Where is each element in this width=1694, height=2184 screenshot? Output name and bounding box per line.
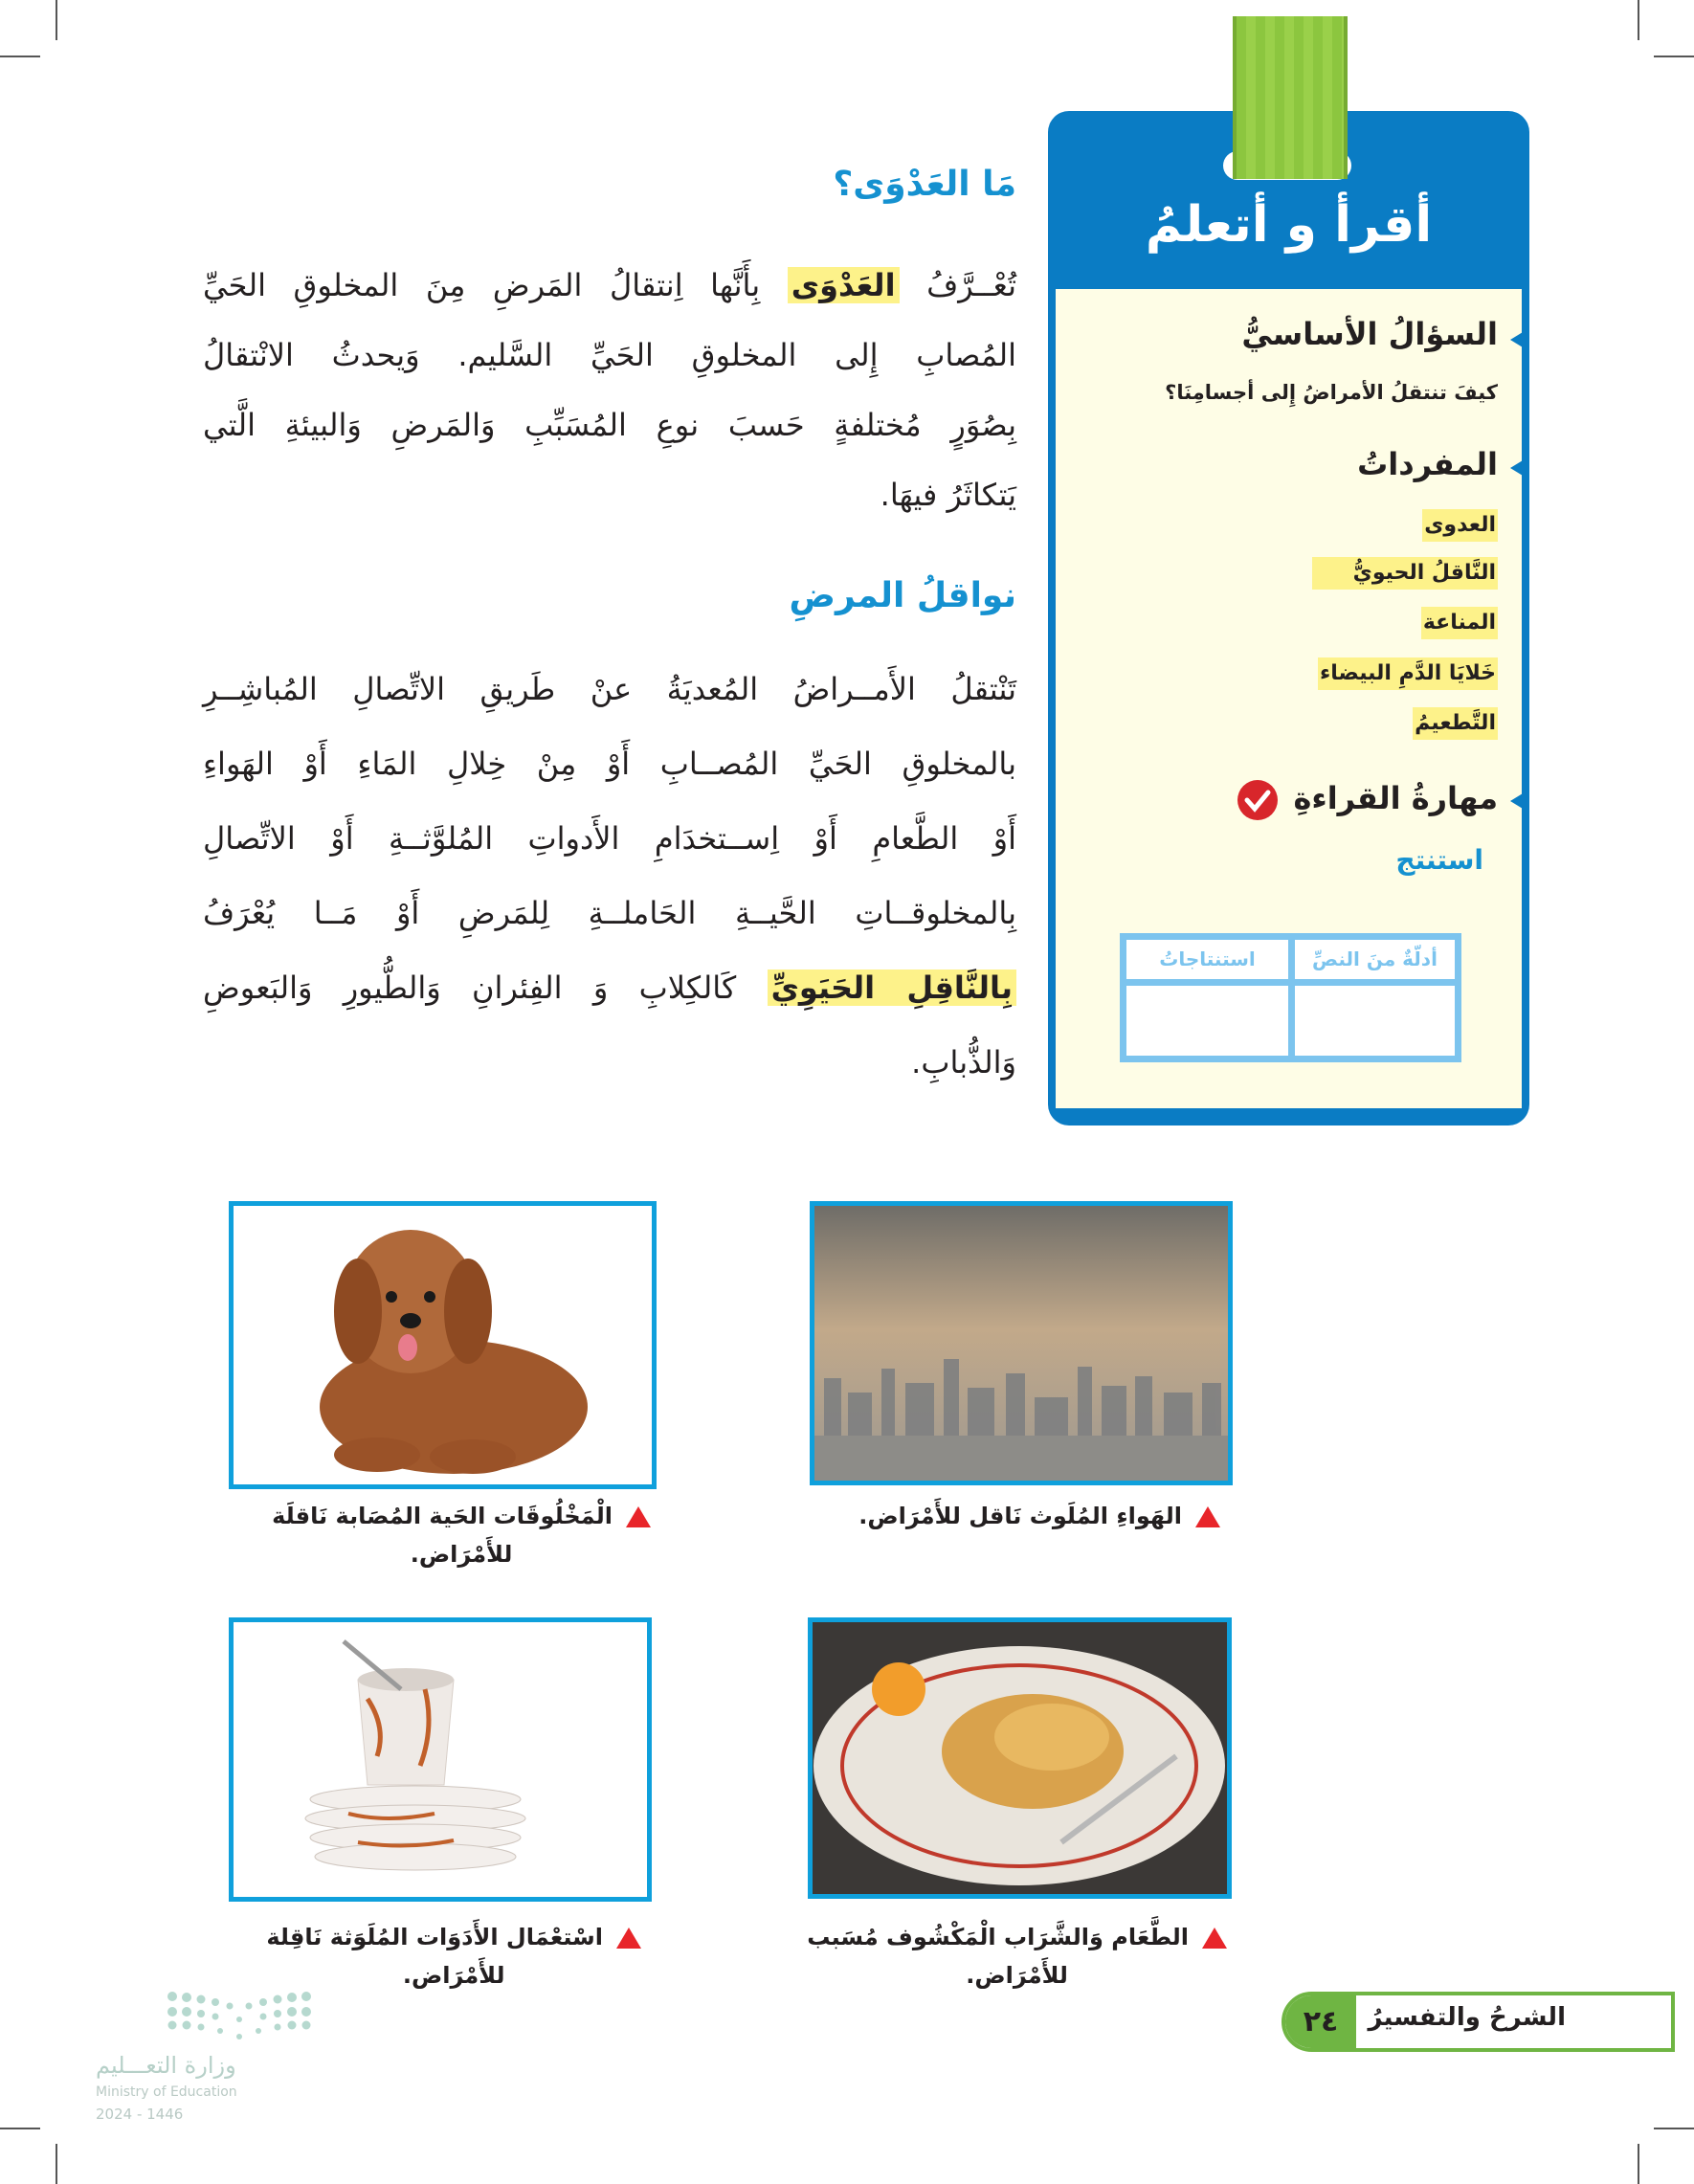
paragraph-line: بِالمخلوقــاتِ الحَّيــةِ الحَاملــةِ لِلمَرضِ أَوْ مَــا يُعْرَفُ — [203, 895, 1016, 931]
triangle-bullet-icon — [626, 1506, 651, 1527]
logo-year-text: 2024 - 1446 — [96, 2106, 184, 2123]
triangle-marker-icon — [1510, 457, 1527, 479]
dog-photo — [229, 1201, 657, 1489]
polluted-air-photo — [810, 1201, 1233, 1485]
caption-tools — [266, 1924, 641, 1989]
caption-text: اسْتعْمَال الأَدَوَات المُلَوَثة نَاقِلة — [266, 1924, 603, 1950]
essential-question: كيفَ تنتقلُ الأمراضُ إِلى أجسامِنَا؟ — [1165, 381, 1498, 404]
text-segment: بِأَنَّها اِنتقالُ المَرضِ مِنَ المخلوقِ الحَيِّ — [203, 267, 761, 303]
text-segment: تُعْــرَّفُ — [926, 267, 1017, 303]
text-segment: كَالكِلابِ وَ الفِئرانِ وَالطُّيورِ وَالبَعوضِ — [203, 969, 737, 1006]
logo-arabic-text: وزارة التعـــليم — [96, 2052, 236, 2079]
page-number: ٢٤ — [1285, 1995, 1362, 2048]
caption-text: الْمَخْلُوقَات الحَية المُصَابة نَاقلَة — [272, 1503, 613, 1529]
vocabulary-heading: المفرداتُ — [1357, 446, 1498, 482]
caption-text: للأَمْرَاض. — [402, 1962, 505, 1989]
triangle-marker-icon — [1510, 791, 1527, 812]
triangle-bullet-icon — [616, 1928, 641, 1949]
reading-skill-heading — [1237, 779, 1498, 821]
logo-dots-icon — [163, 1991, 316, 2048]
vocab-item: المناعة — [1421, 607, 1498, 639]
table-cell-evidence[interactable] — [1295, 986, 1455, 1056]
section-label: الشرحُ والتفسيرُ — [1368, 2003, 1566, 2032]
paragraph-line: بِصُوَرٍ مُختلفةٍ حَسبَ نوعِ المُسَبِّبِ وَالمَرضِ وَالبيئةِ الَّتي — [203, 407, 1016, 443]
paragraph-line: أَوْ الطَّعامِ أَوْ اِســتخدَامِ الأَدواتِ المُلوَّثــةِ أَوْ الاتِّصالِ — [203, 820, 1016, 857]
triangle-bullet-icon — [1202, 1928, 1227, 1949]
vocab-item: التَّطعيمُ — [1413, 707, 1498, 740]
dirty-dishes-photo — [229, 1617, 652, 1902]
caption-air — [858, 1503, 1220, 1529]
paragraph-line: يَتكاثَرُ فيهَا. — [880, 477, 1016, 513]
highlighted-term: العَدْوَى — [788, 267, 900, 303]
uncovered-food-photo — [808, 1617, 1232, 1899]
crop-mark — [0, 56, 40, 57]
caption-text: الطَّعَام وَالشَّرَاب الْمَكْشُوف مُسَبب — [807, 1924, 1189, 1950]
paragraph-line: تَنْتقلُ الأَمــراضُ المُعديَةُ عنْ طَريقِ الاتِّصالِ المُباشِــرِ — [203, 671, 1016, 707]
crop-mark — [56, 2144, 57, 2184]
section-title-infection: مَا العَدْوَى؟ — [833, 165, 1016, 204]
bookmark-ribbon — [1233, 16, 1348, 179]
section-title-disease-vectors: نواقلُ المرضِ — [789, 576, 1016, 615]
caption-text: للأَمْرَاض. — [410, 1541, 513, 1568]
logo-english-text: Ministry of Education — [96, 2084, 237, 2100]
table-header-evidence: أدلّةٌ منَ النصِّ — [1295, 940, 1455, 979]
triangle-marker-icon — [1510, 329, 1527, 350]
crop-mark — [1654, 56, 1694, 57]
paragraph-line — [203, 258, 1016, 312]
vocab-item: العدوى — [1422, 509, 1498, 542]
vocab-item: خَلايَا الدَّمِ البيضاء — [1318, 657, 1498, 690]
essential-question-heading: السؤالُ الأساسيُّ — [1241, 316, 1498, 352]
paragraph-line — [203, 961, 1016, 1014]
reading-skill-heading-text: مهارةُ القراءةِ — [1293, 780, 1498, 816]
ministry-logo — [163, 1991, 316, 2048]
crop-mark — [56, 0, 57, 40]
crop-mark — [0, 2128, 40, 2129]
crop-mark — [1638, 2144, 1639, 2184]
paragraph-line: المُصابِ إِلى المخلوقِ الحَيِّ السَّليم. وَيحدثُ الانْتقالُ — [203, 337, 1016, 373]
paragraph-line: وَالذُّبابِ. — [911, 1044, 1016, 1081]
reading-skill: استنتج — [1395, 844, 1483, 876]
table-cell-conclusions[interactable] — [1126, 986, 1288, 1056]
highlighted-term: بِالنَّاقِلِ الحَيَوِيِّ — [768, 969, 1016, 1006]
caption-text: للأَمْرَاض. — [966, 1962, 1068, 1989]
paragraph-line: بالمخلوقِ الحَيِّ المُصــابِ أَوْ مِنْ خِلالِ المَاءِ أَوْ الهَواءِ — [203, 746, 1016, 782]
vocab-item: النَّاقلُ الحيويُّ — [1312, 557, 1498, 590]
card-title: أقرأ و أتعلمُ — [1145, 196, 1433, 254]
caption-food — [807, 1924, 1227, 1989]
triangle-bullet-icon — [1195, 1506, 1220, 1527]
page-footer-tab — [1282, 1992, 1675, 2052]
check-badge-icon — [1237, 779, 1279, 821]
caption-animals — [272, 1503, 651, 1568]
crop-mark — [1654, 2128, 1694, 2129]
evidence-conclusions-table — [1120, 933, 1461, 1062]
table-header-conclusions: استنتاجاتُ — [1126, 940, 1288, 979]
crop-mark — [1638, 0, 1639, 40]
caption-text: الهَواءِ المُلَوث نَاقل للأَمْرَاض. — [858, 1503, 1182, 1529]
